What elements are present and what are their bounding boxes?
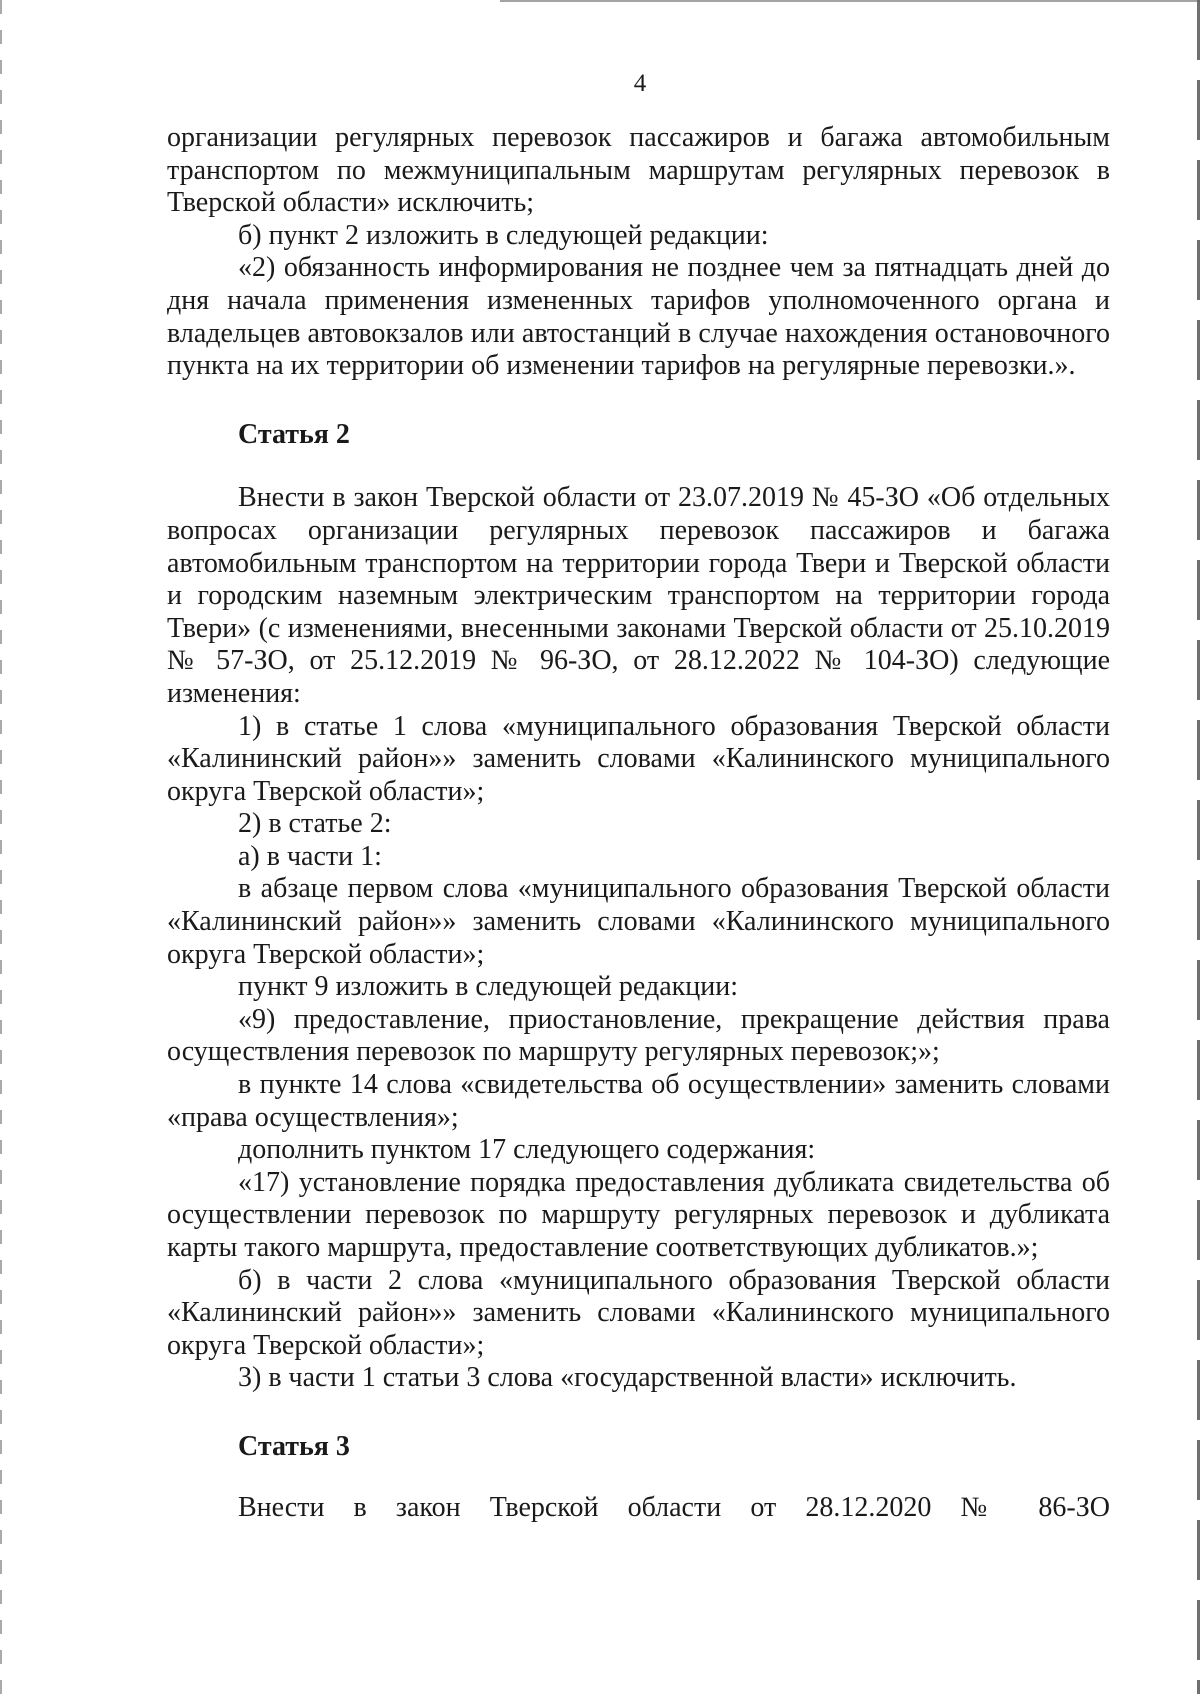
scan-edge-top [500, 0, 1200, 2]
scan-edge-left [0, 0, 2, 1694]
article-2-item-2a: а) в части 1: [238, 840, 382, 872]
document-body [167, 122, 1110, 1524]
article-2-item-3: 3) в части 1 статьи 3 слова «государственной власти» исключить. [238, 1362, 1017, 1394]
article-2-point-9-intro: пункт 9 изложить в следующей редакции: [238, 971, 738, 1003]
paragraph-item-2-text: «2) обязанность информирования не позднее чем за пятнадцать дней до дня начала применения измененных тарифов уполномоченного органа и владельцев автовокзалов или автостанций в случае нахождения остановочного пункта на их территории об изменении тарифов на регулярные перевозки.». [167, 252, 1110, 382]
article-2-point-9-text: «9) предоставление, приостановление, прекращение действия права осуществления перевозок по маршруту регулярных перевозок;»; [167, 1003, 1110, 1068]
article-3-heading: Статья 3 [238, 1430, 350, 1462]
article-2-item-1: 1) в статье 1 слова «муниципального образования Тверской области «Калининский район»» заменить словами «Калининского муниципального округа Тверской области»; [167, 710, 1110, 807]
article-2-point-17-intro: дополнить пунктом 17 следующего содержания: [238, 1134, 816, 1166]
paragraph-continuation: организации регулярных перевозок пассажиров и багажа автомобильным транспортом по межмуниципальным маршрутам регулярных перевозок в Тверской области» исключить; [167, 122, 1110, 219]
article-2-point-14: в пункте 14 слова «свидетельства об осуществлении» заменить словами «права осуществления»; [167, 1069, 1110, 1133]
article-2-item-2b: б) в части 2 слова «муниципального образования Тверской области «Калининский район»» заменить словами «Калининского муниципального округа Тверской области»; [167, 1264, 1110, 1361]
article-2-item-2: 2) в статье 2: [238, 808, 392, 840]
article-2-abzac-first: в абзаце первом слова «муниципального образования Тверской области «Калининский район»» заменить словами «Калининского муниципального округа Тверской области»; [167, 873, 1110, 970]
article-2-intro: Внести в закон Тверской области от 23.07.2019 № 45-ЗО «Об отдельных вопросах организации регулярных перевозок пассажиров и багажа автомобильным транспортом на территории города Твери и Тверской области и городским наземным электрическим транспортом на территории города Твери» (с изменениями, внесенными законами Тверской области от 25.10.2019 № 57-ЗО, от 25.12.2019 № 96-ЗО, от 28.12.2022 № 104-ЗО) следующие изменения: [167, 482, 1110, 709]
article-2-point-17-text: «17) установление порядка предоставления дубликата свидетельства об осуществлении перевозок по маршруту регулярных перевозок и дубликата карты такого маршрута, предоставление соответствующих дубликатов.»; [167, 1166, 1110, 1263]
article-3-intro: Внести в закон Тверской области от 28.12.2020 № 86-ЗО [238, 1491, 1110, 1523]
page-number: 4 [633, 70, 647, 97]
article-2-heading: Статья 2 [238, 418, 350, 450]
paragraph-item-b: б) пункт 2 изложить в следующей редакции: [238, 219, 769, 251]
